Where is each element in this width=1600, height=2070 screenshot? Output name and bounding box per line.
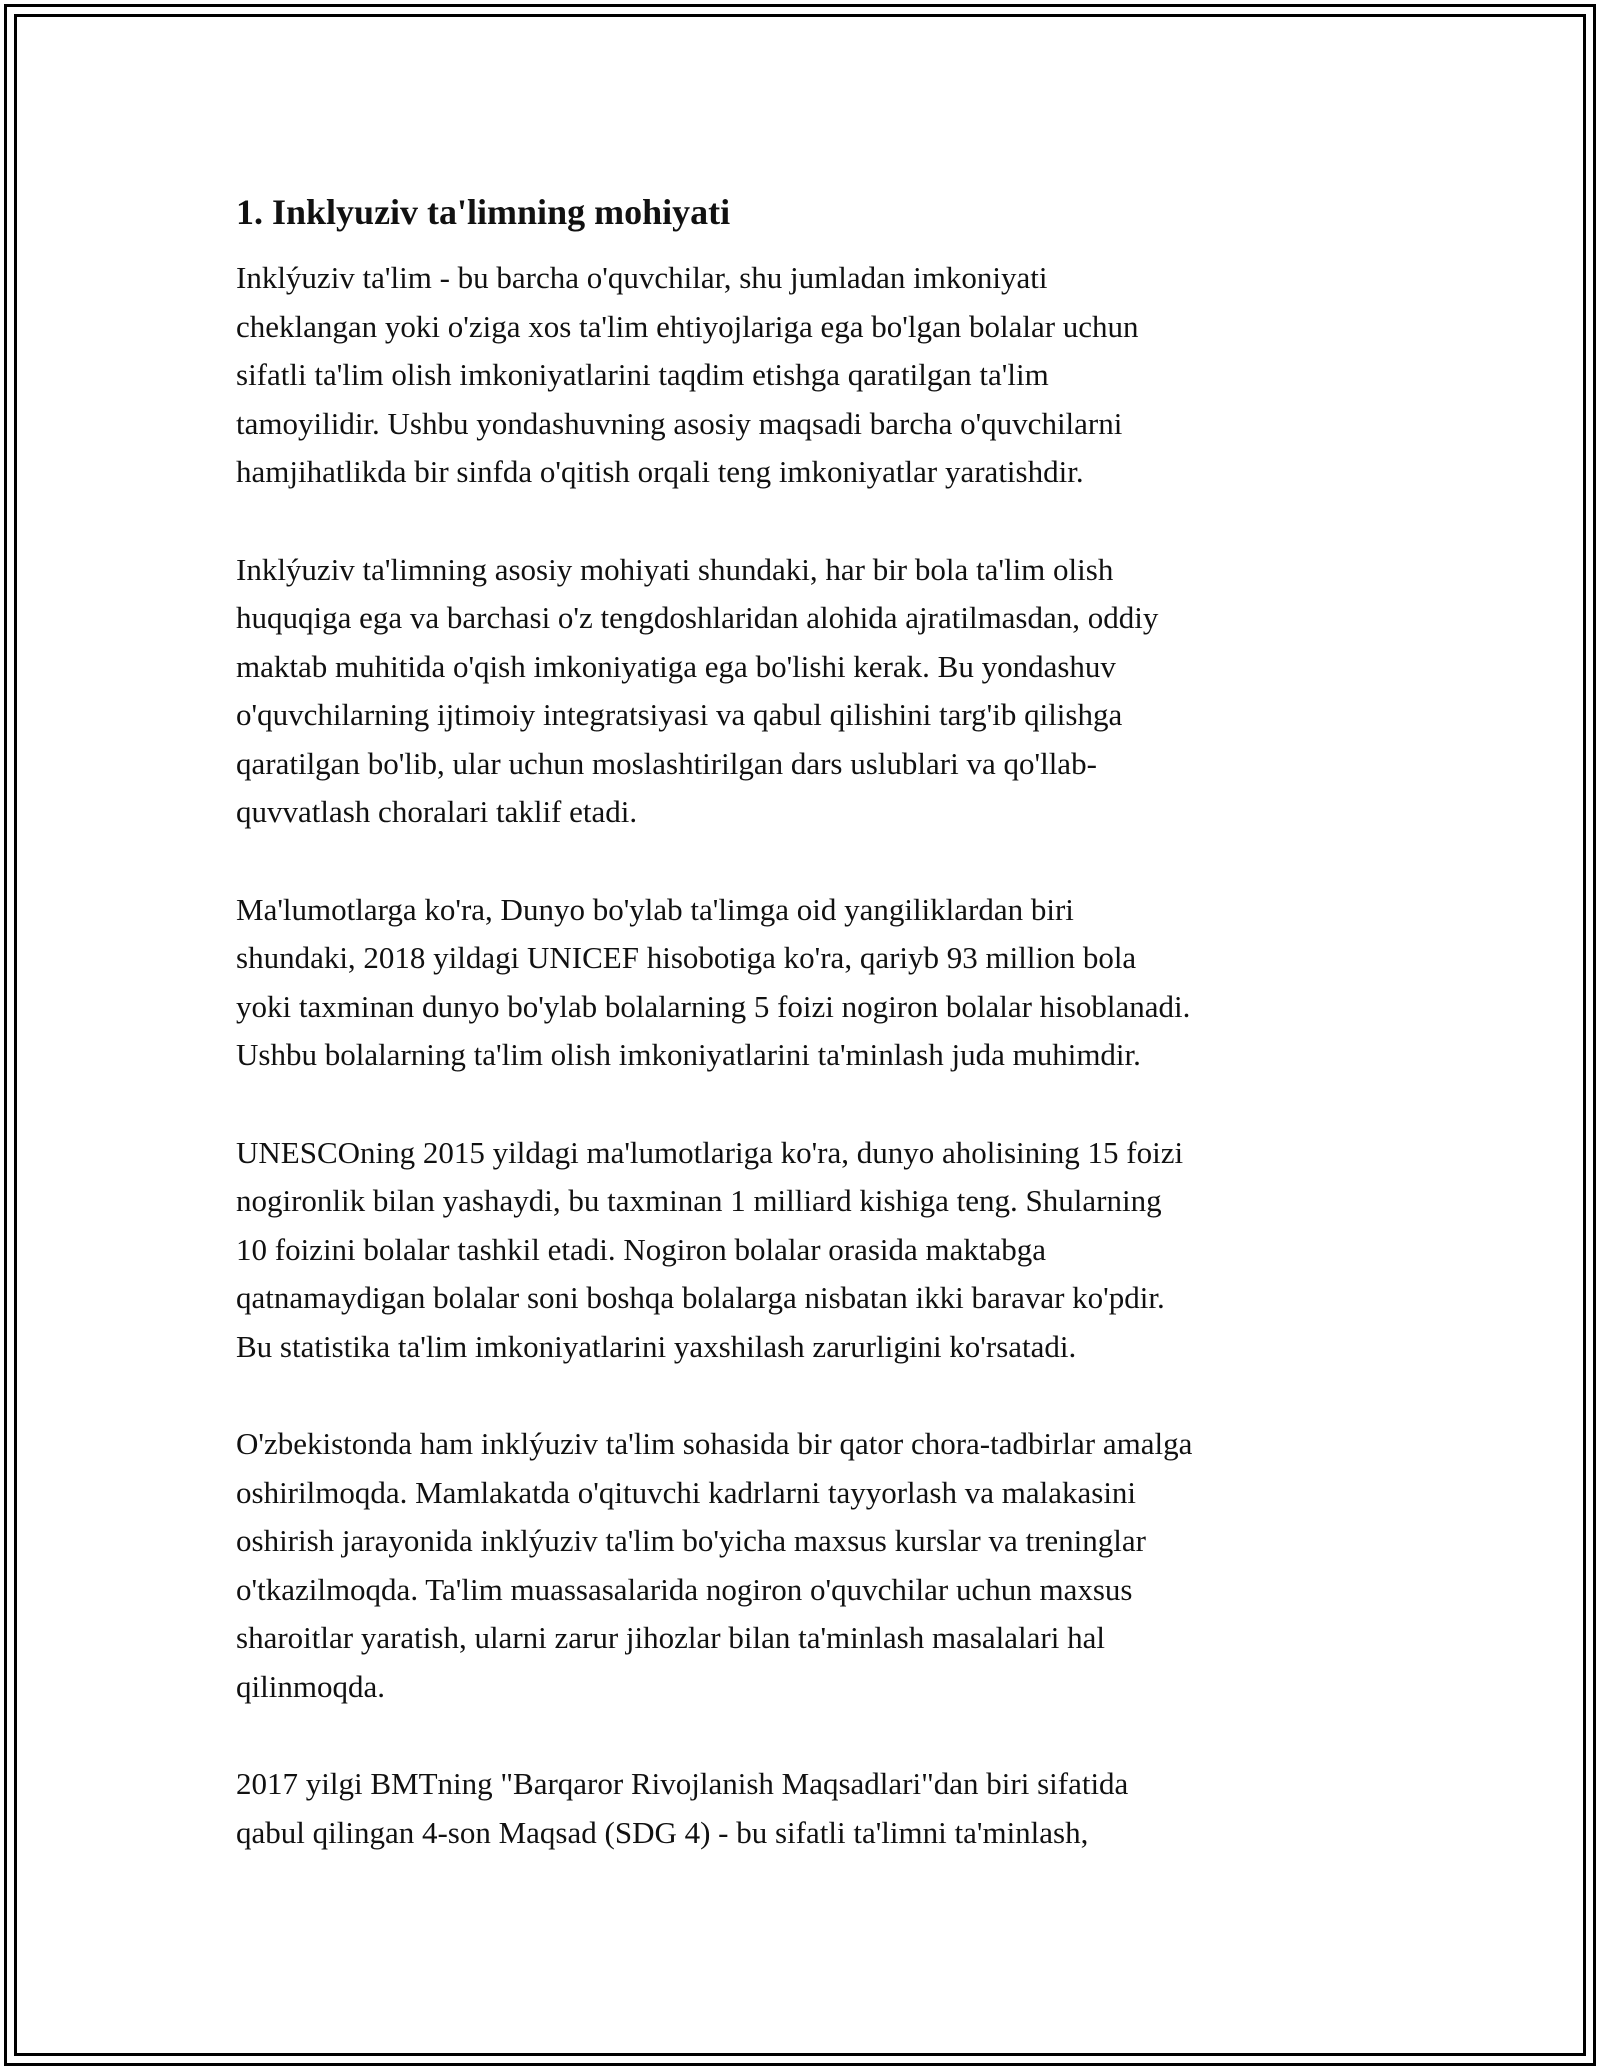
section-heading: 1. Inklyuziv ta'limning mohiyati bbox=[236, 192, 731, 232]
paragraph-definition: Inklýuziv ta'lim - bu barcha o'quvchilar, shu jumladan imkoniyati cheklangan yoki o'ziga xos ta'lim ehtiyojlariga ega bo'lgan bolalar uchun sifatli ta'lim olish imkoniyatlarini taqdim etishga qaratilgan ta'lim tamoyilidir. Ushbu yondashuvning asosiy maqsadi barcha o'quvchilarni hamjihatlikda bir sinfda o'qitish orqali teng imkoniyatlar yaratishdir. bbox=[236, 260, 1139, 489]
paragraph-essence: Inklýuziv ta'limning asosiy mohiyati shundaki, har bir bola ta'lim olish huquqiga ega va barchasi o'z tengdoshlaridan alohida ajratilmasdan, oddiy maktab muhitida o'qish imkoniyatiga ega bo'lishi kerak. Bu yondashuv o'quvchilarning ijtimoiy integratsiyasi va qabul qilishini targ'ib qilishga qaratilgan bo'lib, ular uchun moslashtirilgan dars uslublari va qo'llab- quvvatlash choralari taklif etadi. bbox=[236, 551, 1159, 829]
paragraph-unesco-statistics: UNESCOning 2015 yildagi ma'lumotlariga ko'ra, dunyo aholisining 15 foizi nogironlik bilan yashaydi, bu taxminan 1 milliard kishiga teng. Shularning 10 foizini bolalar tashkil etadi. Nogiron bolalar orasida maktabga qatnamaydigan bolalar soni boshqa bolalarga nisbatan ikki baravar ko'pdir. Bu statistika ta'lim imkoniyatlarini yaxshilash zarurligini ko'rsatadi. bbox=[236, 1134, 1184, 1364]
paragraph-sdg4: 2017 yilgi BMTning "Barqaror Rivojlanish Maqsadlari"dan biri sifatida qabul qilingan 4-son Maqsad (SDG 4) - bu sifatli ta'limni ta'minlash, bbox=[236, 1766, 1129, 1850]
paragraph-uzbekistan: O'zbekistonda ham inklýuziv ta'lim sohasida bir qator chora-tadbirlar amalga oshirilmoqda. Mamlakatda o'qituvchi kadrlarni tayyorlash va malakasini oshirish jarayonida inklýuziv ta'lim bo'yicha maxsus kurslar va treninglar o'tkazilmoqda. Ta'lim muassasalarida nogiron o'quvchilar uchun maxsus sharoitlar yaratish, ularni zarur jihozlar bilan ta'minlash masalalari hal qilinmoqda. bbox=[236, 1426, 1193, 1704]
document-body bbox=[236, 186, 1376, 1906]
paragraph-unicef-statistics: Ma'lumotlarga ko'ra, Dunyo bo'ylab ta'limga oid yangiliklardan biri shundaki, 2018 yildagi UNICEF hisobotiga ko'ra, qariyb 93 million bola yoki taxminan dunyo bo'ylab bolalarning 5 foizi nogiron bolalar hisoblanadi. Ushbu bolalarning ta'lim olish imkoniyatlarini ta'minlash juda muhimdir. bbox=[236, 891, 1191, 1072]
